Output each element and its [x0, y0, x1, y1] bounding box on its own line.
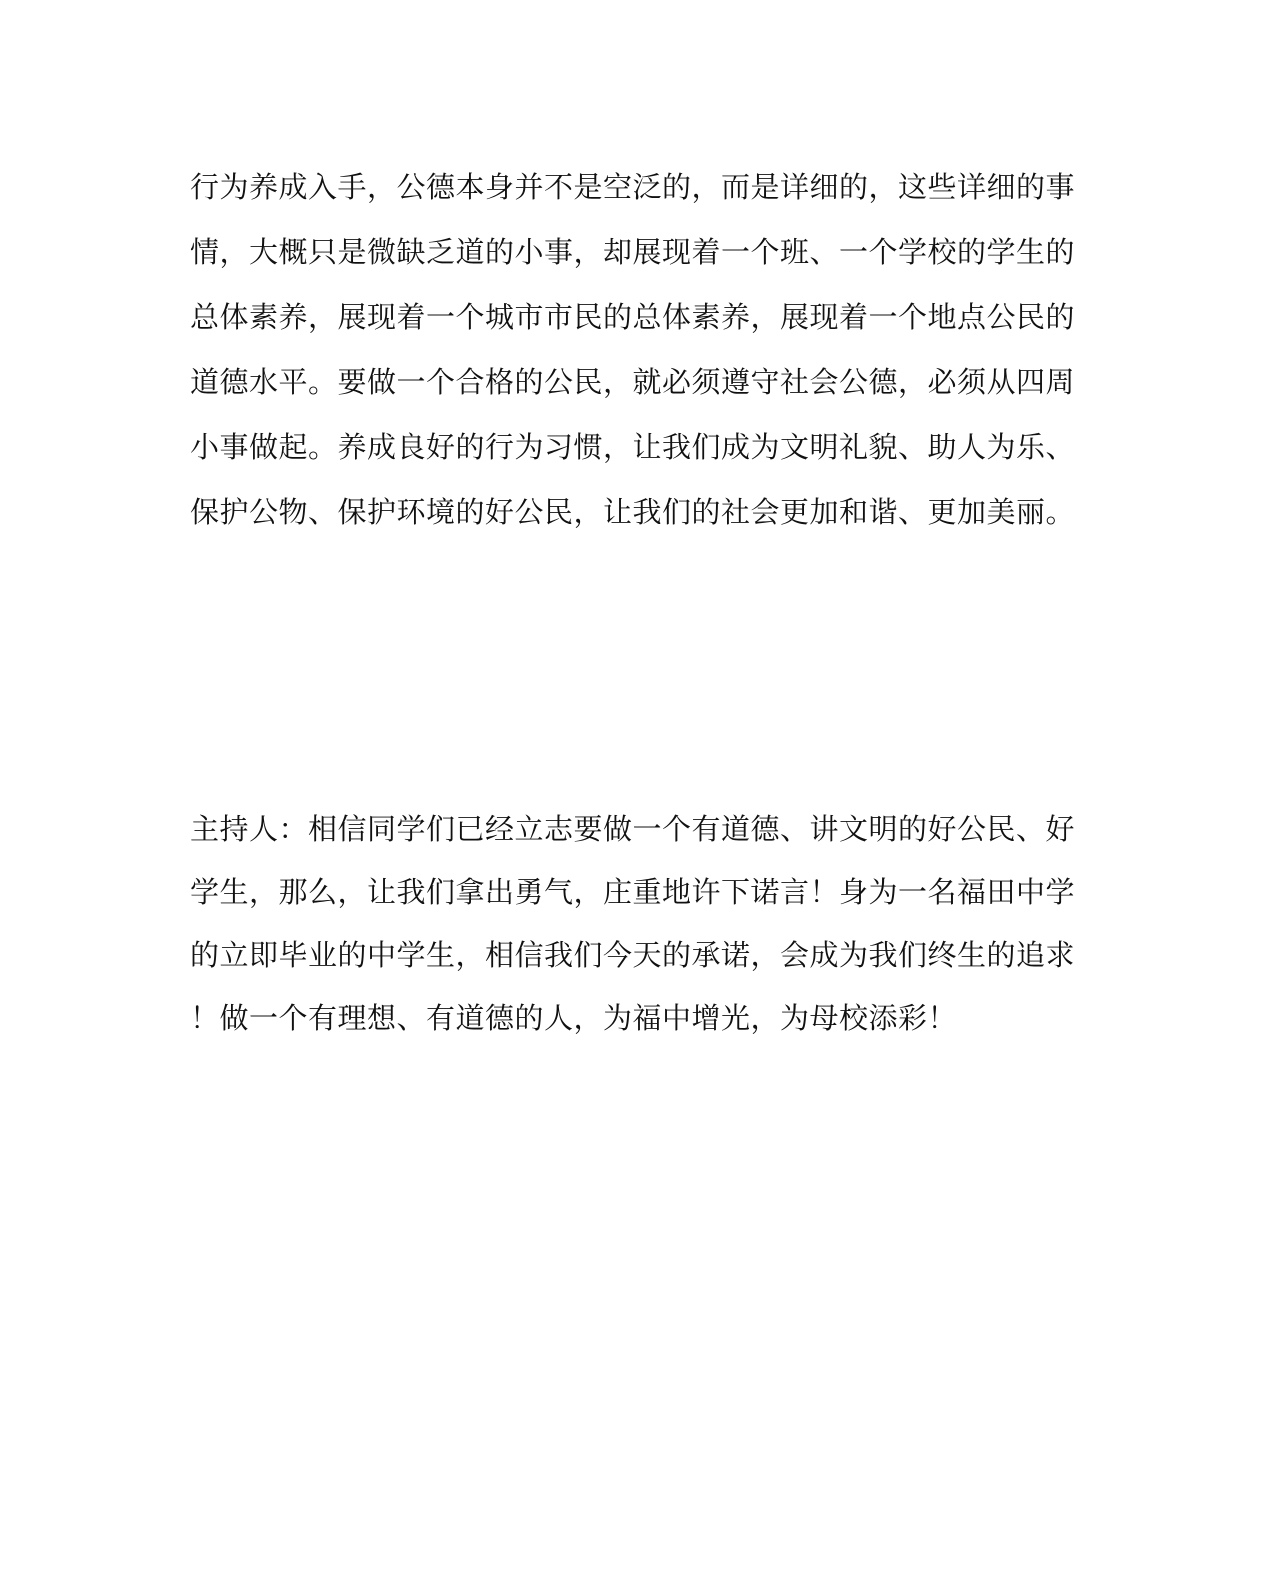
paragraph-2-line: 的立即毕业的中学生，相信我们今天的承诺，会成为我们终生的追求: [190, 938, 1076, 972]
paragraph-2-line: ！做一个有理想、有道德的人，为福中增光，为母校添彩！: [190, 1001, 958, 1035]
paragraph-1-line: 情，大概只是微缺乏道的小事，却展现着一个班、一个学校的学生的: [190, 235, 1076, 269]
paragraph-1-line: 小事做起。养成良好的行为习惯，让我们成为文明礼貌、助人为乐、: [190, 430, 1076, 464]
paragraph-1-line: 道德水平。要做一个合格的公民，就必须遵守社会公德，必须从四周: [190, 365, 1076, 399]
paragraph-1-line: 保护公物、保护环境的好公民，让我们的社会更加和谐、更加美丽。: [190, 495, 1076, 529]
paragraph-2-line: 学生，那么，让我们拿出勇气，庄重地许下诺言！身为一名福田中学: [190, 875, 1076, 909]
paragraph-1-line: 总体素养，展现着一个城市市民的总体素养，展现着一个地点公民的: [190, 300, 1076, 334]
paragraph-2-line: 主持人：相信同学们已经立志要做一个有道德、讲文明的好公民、好: [190, 812, 1076, 846]
paragraph-1-line: 行为养成入手，公德本身并不是空泛的，而是详细的，这些详细的事: [190, 170, 1076, 204]
